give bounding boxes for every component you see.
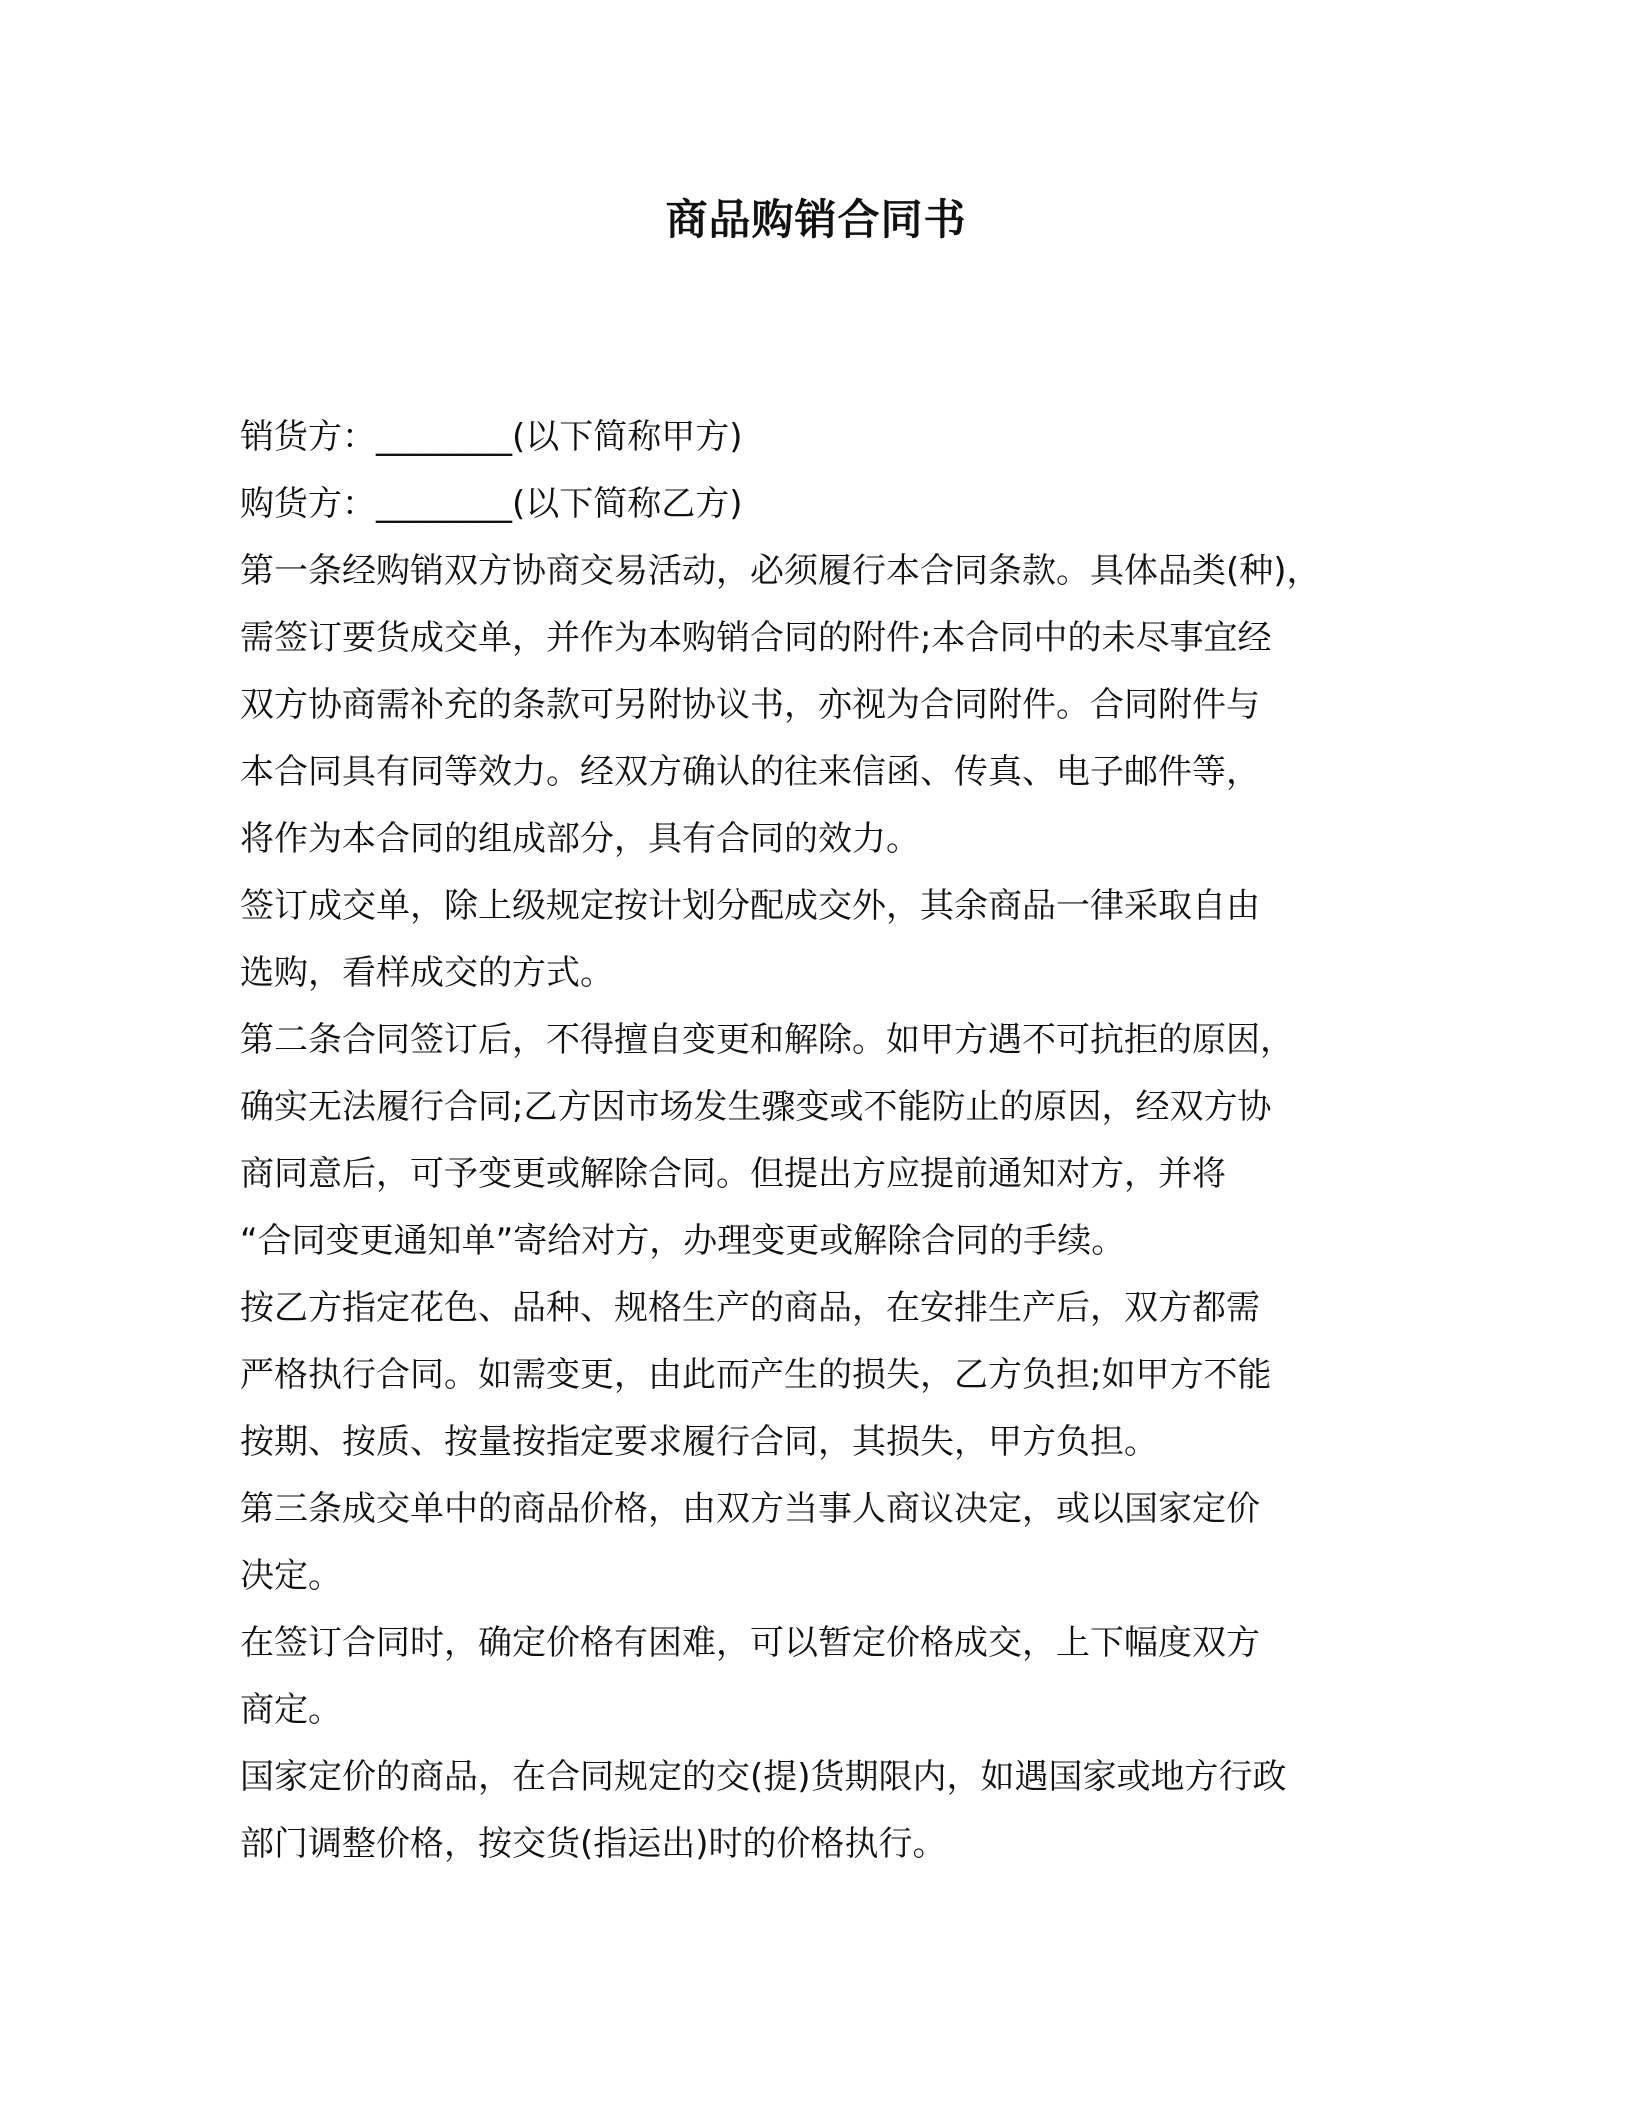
text-line: 第二条合同签订后，不得擅自变更和解除。如甲方遇不可抗拒的原因， bbox=[240, 1020, 1294, 1060]
document-title: 商品购销合同书 bbox=[665, 195, 967, 244]
text-line: 签订成交单，除上级规定按计划分配成交外，其余商品一律采取自由 bbox=[240, 886, 1260, 926]
text-line: 本合同具有同等效力。经双方确认的往来信函、传真、电子邮件等， bbox=[240, 752, 1260, 792]
text-line: 严格执行合同。如需变更，由此而产生的损失，乙方负担;如甲方不能 bbox=[240, 1355, 1272, 1395]
text-line: “合同变更通知单”寄给对方，办理变更或解除合同的手续。 bbox=[240, 1221, 1126, 1261]
text-line: 部门调整价格，按交货(指运出)时的价格执行。 bbox=[240, 1824, 947, 1864]
text-line: 选购，看样成交的方式。 bbox=[240, 953, 614, 993]
text-line: 在签订合同时，确定价格有困难，可以暂定价格成交，上下幅度双方 bbox=[240, 1623, 1260, 1663]
text-line: 按期、按质、按量按指定要求履行合同，其损失，甲方负担。 bbox=[240, 1422, 1158, 1462]
text-line: 销货方：________(以下简称甲方) bbox=[240, 417, 743, 457]
text-line: 将作为本合同的组成部分，具有合同的效力。 bbox=[240, 819, 920, 859]
text-line: 商同意后，可予变更或解除合同。但提出方应提前通知对方，并将 bbox=[240, 1154, 1226, 1194]
text-line: 双方协商需补充的条款可另附协议书，亦视为合同附件。合同附件与 bbox=[240, 685, 1260, 725]
text-line: 第三条成交单中的商品价格，由双方当事人商议决定，或以国家定价 bbox=[240, 1489, 1260, 1529]
text-line: 购货方：________(以下简称乙方) bbox=[240, 484, 743, 524]
text-line: 确实无法履行合同;乙方因市场发生骤变或不能防止的原因，经双方协 bbox=[240, 1087, 1272, 1127]
text-line: 商定。 bbox=[240, 1690, 342, 1730]
text-line: 需签订要货成交单，并作为本购销合同的附件;本合同中的未尽事宜经 bbox=[240, 618, 1272, 658]
document-body bbox=[240, 404, 1420, 1878]
text-line: 第一条经购销双方协商交易活动，必须履行本合同条款。具体品类(种)， bbox=[240, 551, 1321, 591]
text-line: 国家定价的商品，在合同规定的交(提)货期限内，如遇国家或地方行政 bbox=[240, 1757, 1287, 1797]
text-line: 按乙方指定花色、品种、规格生产的商品，在安排生产后，双方都需 bbox=[240, 1288, 1260, 1328]
text-line: 决定。 bbox=[240, 1556, 342, 1596]
